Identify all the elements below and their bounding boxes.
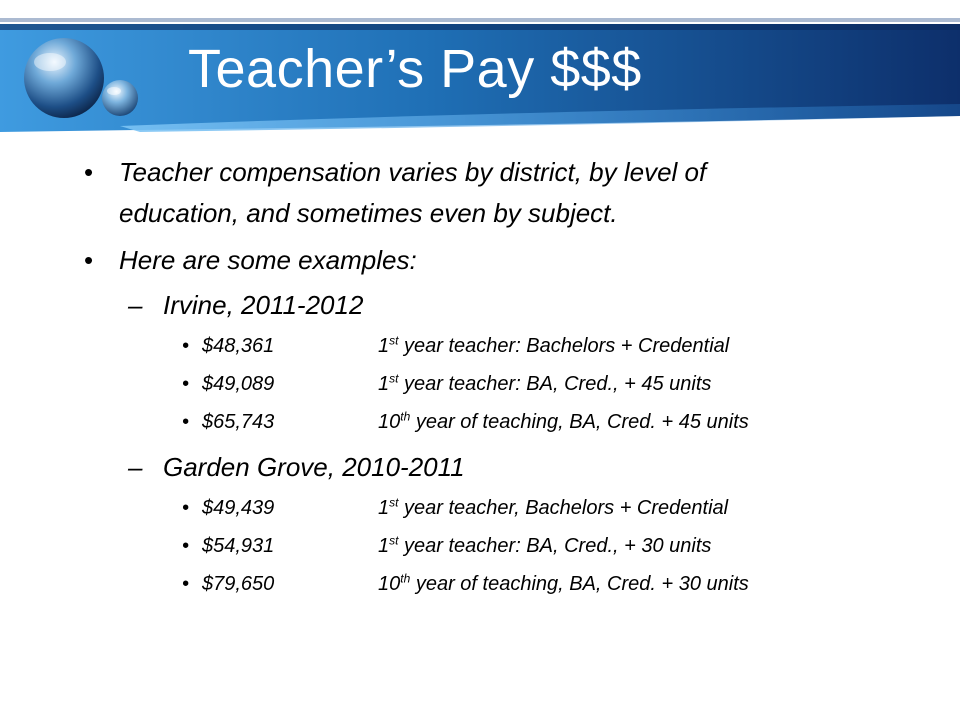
salary-amount: $48,361 [202,335,275,357]
bullet-dot: • [84,157,94,187]
bullet-text: education, and sometimes even by subject. [119,198,618,228]
salary-row [202,409,749,435]
bullet-text: Teacher compensation varies by district, by level of [119,157,707,187]
salary-row [202,371,711,397]
salary-row: • [182,535,190,557]
salary-description: 1st year teacher: BA, Cred., + 30 units [378,533,712,557]
salary-amount: $65,743 [202,411,275,433]
salary-row: • [182,573,190,595]
district-heading: – [128,290,143,320]
district-heading: – [128,452,143,482]
salary-row: • [182,335,190,357]
bullet-text: Here are some examples: [119,245,417,275]
district-name: Garden Grove, 2010-2011 [163,452,465,482]
salary-amount: $49,089 [202,373,275,395]
salary-amount: $54,931 [202,535,275,557]
salary-description: 10th year of teaching, BA, Cred. + 30 units [378,571,749,595]
page-title: Teacher’s Pay $$$ [188,39,642,99]
salary-row: • [182,497,190,519]
salary-description: 1st year teacher, Bachelors + Credential [378,495,729,519]
salary-description: 1st year teacher: BA, Cred., + 45 units [378,371,712,395]
salary-amount: $79,650 [202,573,275,595]
salary-row: • [182,411,190,433]
salary-row: • [182,373,190,395]
bullet-dot: • [84,245,94,275]
salary-row [202,533,711,559]
salary-row [202,495,728,521]
salary-row [202,571,749,597]
district-name: Irvine, 2011-2012 [163,290,364,320]
salary-row [202,333,729,359]
salary-description: 1st year teacher: Bachelors + Credential [378,333,730,357]
salary-description: 10th year of teaching, BA, Cred. + 45 units [378,409,749,433]
salary-amount: $49,439 [202,497,275,519]
